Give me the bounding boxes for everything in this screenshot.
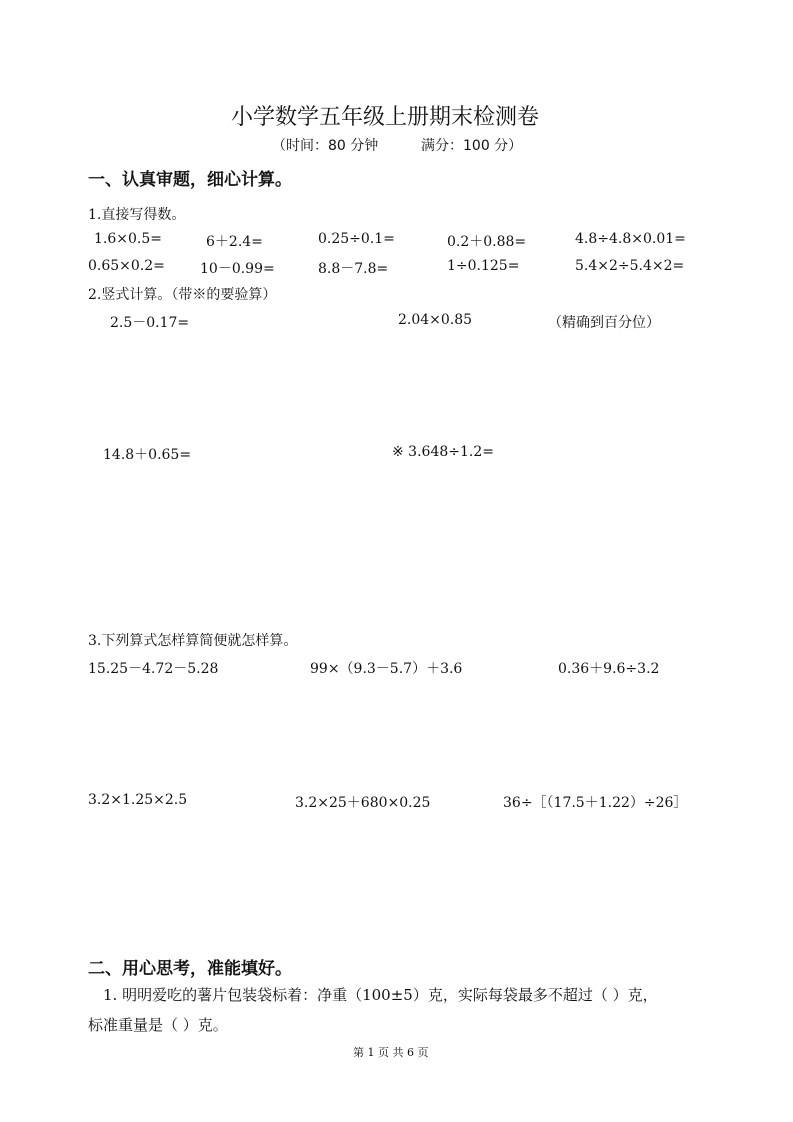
- section-2-heading: 二、用心思考，准能填好。: [88, 959, 292, 979]
- document-title: 小学数学五年级上册期末检测卷: [231, 105, 540, 130]
- section-1-heading: 一、认真审题，细心计算。: [88, 170, 292, 190]
- q3-item: 99×（9.3－5.7）＋3.6: [310, 661, 463, 677]
- s2-q1-line1: 1. 明明爱吃的薯片包装袋标着：净重（100±5）克，实际每袋最多不超过（ ）克，: [103, 986, 658, 1004]
- q1-item: 1.6×0.5=: [94, 231, 162, 247]
- q2-item: ※ 3.648÷1.2=: [392, 444, 494, 460]
- q3-item: 0.36＋9.6÷3.2: [558, 661, 660, 677]
- q2-item: 14.8＋0.65=: [103, 447, 192, 463]
- q1-item: 8.8－7.8=: [318, 261, 389, 277]
- q1-item: 1÷0.125=: [447, 258, 520, 274]
- q3-item: 3.2×1.25×2.5: [88, 792, 188, 808]
- s2-q1-line2: 标准重量是（ ）克。: [88, 1016, 228, 1034]
- q1-item: 4.8÷4.8×0.01=: [575, 231, 686, 247]
- q1-item: 0.65×0.2=: [88, 258, 165, 274]
- q3-item: 15.25－4.72－5.28: [88, 661, 219, 677]
- time-limit: （时间：80 分钟: [272, 138, 379, 154]
- full-score: 满分：100 分）: [421, 138, 523, 154]
- q1-prompt: 1.直接写得数。: [88, 207, 186, 223]
- q3-item: 3.2×25＋680×0.25: [295, 795, 431, 811]
- q3-prompt: 3.下列算式怎样算简便就怎样算。: [88, 633, 298, 649]
- q1-item: 0.25÷0.1=: [318, 231, 395, 247]
- q1-item: 0.2＋0.88=: [447, 234, 527, 250]
- q3-item: 36÷［（17.5＋1.22）÷26］: [503, 795, 688, 811]
- q2-item-note: （精确到百分位）: [548, 315, 660, 331]
- q1-item: 6＋2.4=: [206, 234, 263, 250]
- q2-item: 2.04×0.85: [398, 312, 473, 328]
- q1-item: 10－0.99=: [200, 261, 275, 277]
- q2-prompt: 2.竖式计算。（带※的要验算）: [88, 287, 277, 303]
- q1-item: 5.4×2÷5.4×2=: [575, 258, 685, 274]
- q2-item: 2.5－0.17=: [110, 315, 190, 331]
- page-number: 第 1 页 共 6 页: [353, 1046, 429, 1059]
